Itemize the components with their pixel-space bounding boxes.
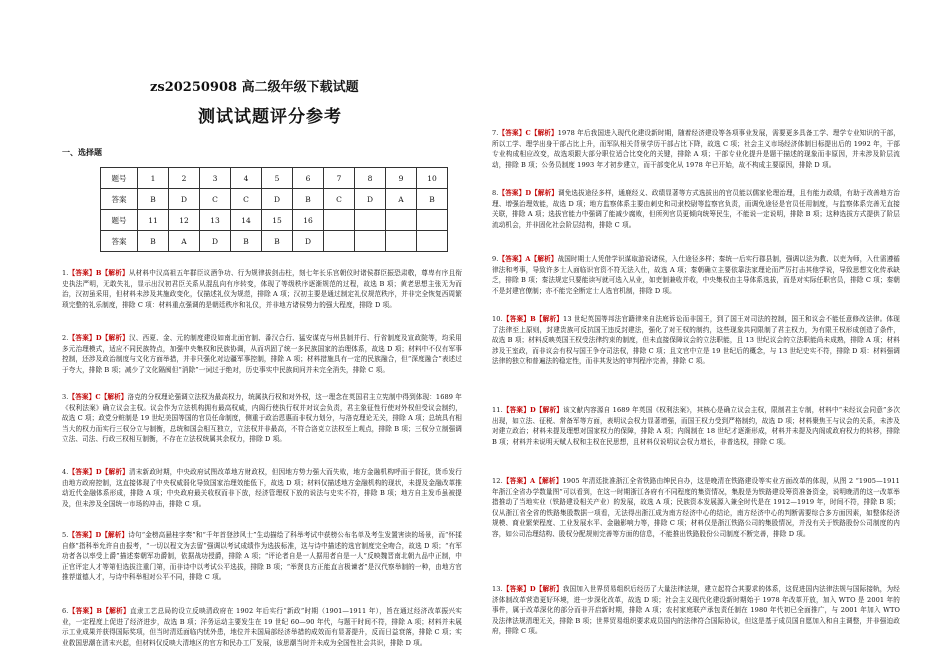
table-row: 答案 B D C C D B C D A B <box>101 189 448 210</box>
list-item: 10.【答案】B【解析】13 世纪英国等邦法官籍律来自法庭诉讼而非国王，到了国王对司法的控制，国王和议会不能任意修改法律。体现了法律至上原则，封建贵族可反抗国王违反封建法，强化了对王权的制约，这些现象共同限制了君主权力，为有限王权形成创造了条件，故选 B 项；材料反映英国王权受法律约束的制度，但未直接保障议会的立法职能，且 13 世纪议会的立法职能尚未成熟，排除 A 项；材料涉及王室政，而非议会有权与国王争夺司法权，排除 C 项；且文官中立是 19 世纪后的概念，与 13 世纪史实不符，排除 D 项：材料强调法律的独立和普遍法的稳定性，而非其发达的审判程序完善，排除 C 项。 <box>492 315 900 366</box>
list-item: 3.【答案】C【解析】洛克的分权理论强调立法权为最高权力，统属执行权和对外权，这一理念在英国君主立宪制中得到体现：1689 年《权利法案》确立议会主权。议会作为立法机构拥有最高权威，内阁行使执行权并对议会负责，君主象征性行使对外权但受议会制约，故选 C 项；政党分赃制是 19 世纪美国等国的官员任命制度，侧重于政治恩惠而非权力划分，与洛克理论无关，排除 A 项；总统具有相当大的权力而实行三权分立与制衡，总统和国会相互独立，立法权并非最高，不符合洛克立法权至上观点，排除 B 项；三权分立制强调立法、司法、行政三权相互制衡，不存在立法权统属其余权力，排除 D 项。 <box>62 393 462 444</box>
list-item: 6.【答案】B【解析】直隶工艺总局的设立反映清政府在 1902 年后实行“新政”时期（1901—1911 年），旨在通过经济改革振兴实业，一定程度上促进了经济进步，故选 B 项；洋务运动主要发生在 19 世纪 60—90 年代，与题干时间不符，排除 A 项；材料并未展示工业成果并获得国际奖项，但当时清廷面临内忧外患，地位并未国局部经济举措的成效而有显著提升，反而日益衰落，排除 C 项；实业救国思潮在清末兴起，但材料仅反映大清地区的官方和民办工厂发展，该思潮当时并未成为全国性社会共识，排除 D 项。 <box>62 607 462 647</box>
list-item: 12.【答案】A【解析】1905 年清廷批准浙江全省铁路由绅民自办，这是晚清在铁路建设等实业方面改革的体现，从图 2 “1905—1911 年浙江全省办学数量图”可以看到，在这一时期浙江各府有不同程度的集资情况，集股是为铁路建设筹资准备资金，说明晚清的这一改革举措推动了当地实业（铁路建设相关产业）的发展，故选 A 项；民族资本发展源入兼全时代是在 1912—1919 年，时间不符，排除 B 项；仅从浙江省全省的铁路集股数据一项看，无法得出浙江成为南方经济中心的结论，南方经济中心的判断需要综合多方面因素，如整体经济规模、商业繁荣程度、工业发展水平、金融影响力等，排除 C 项；材料仅是浙江铁路公司的集股情况，并没有关于铁路股份公司制度的内容，如公司治理结构、股权分配规则完善等方面的信息，不能推出铁路股份公司制度不断完善，排除 D 项。 <box>492 477 900 538</box>
list-item: 8.【答案】D【解析】调免选拔途径多样，通鹿经义、政绩显著等方式选拔出的官员能以儒家伦理治理，且有能力政绩，有助于改善地方治理、增强治理效能，故选 D 项；地方监察体系主要由刺史和司隶校尉等监察官负责，而调免途径是官员任用制度，与监察体系完善无直接关联，排除 A 项；选拔官能力中强调了能减少腐败，但所列官员更倾向统筹民生，不能说一定说明，排除 B 项；这种选拔方式提供了阶层流动机会，并非固化社会阶层结构，排除 C 项。 <box>492 189 900 229</box>
list-item: 11.【答案】D【解析】该文献内容源自 1689 年英国《权利法案》，其核心是确立议会主权，限制君主专制，材料中“未经议会同意”多次出现，如立法、征税、常备军等方面，表明议会权力显著增强，而国王权力受到严格制约，故选 D 项；材料聚焦王与议会的关系，未涉及对建立政治；材料未提及理想对国家权力的保障，排除 A 项；内阁制在 18 世纪才逐渐形成，材料并未提及内阁或政府权力的转移，排除 B 项；材料并未说明天赋人权和主权在民思想，且材料仅说明议会权力增长，非普选权，排除 C 项。 <box>492 406 901 446</box>
list-item: 9.【答案】A【解析】战国时期士人凭借学识谋取游说诸侯，入仕途径多样；秦统一后实行郡县制，强调以法为教、以吏为师，入仕需遵循律法和考事，导致许多士人面临识官资不符无法入仕，故选 A 项；秦朝确立主要依靠法家理论而严厉打击其他学说，导致思想文化传承缺乏，排除 B 项；秦法规定只要能读写就可选入从业，如吏制兼收并收，中央集权由主导体系选拔，而是对实际任职官员，排除 C 项；秦朝不是封建官僚制；亦不能完全断定士人选官机制，排除 D 项。 <box>492 255 900 295</box>
list-item: 13.【答案】D【解析】我国加入世界贸易组织后经历了大量法律法规，建立起符合其要求的体系，这促进国内法律法规与国际接轨，为经济体制改革营造更好环境，进一步深化改革，故选 D 项；社会主义现代化建设新时期始于 1978 年改革开放，加入 WTO 是 2001 年的事件，属于改革深化的部分而非开启新时期，排除 A 项；农村家庭联产承包责任制在 1980 年代初已全面推广，与 2001 年加入 WTO 及法律法规清理无关，排除 B 项；世界贸易组织要求成员国内的法律符合国际协议，但这是基于成员国自愿加入和自主调整，并非强迫政府，排除 C 项。 <box>492 585 900 636</box>
list-item: 7.【答案】C【解析】1978 年后我国进入现代化建设新时期，随着经济建设等各项事业发展，需要更多具备工学、理学专业知识的干部，所以工学、理学出身干部占比上升，而军队相关背景学历干部占比下降，故选 C 项；社会主义市场经济体制目标提出后的 1992 年，干部专业构成相应改变，故选项跟大部分职位适合比变化的关键，排除 A 项；干部专业化提升是题干描述的现象而非原因，并未涉及阶层流动，排除 B 项；公务员制度 1993 年才初步建立，而干部变化从 1978 年已开始，故不构成主要原因，排除 D 项。 <box>492 129 901 169</box>
table-row: 答案 B A D B B D <box>101 231 448 252</box>
table-row: 题号 1 2 3 4 5 6 7 8 9 10 <box>101 168 448 189</box>
exam-code-title: zs20250908 高二级年级下载试题 <box>150 80 359 95</box>
answer-table <box>100 167 448 252</box>
section-heading: 一、选择题 <box>62 147 102 157</box>
list-item: 4.【答案】D【解析】清末新政时期，中央政府试图改革地方财政权，但因地方势力强大而失败，地方金融机构呼而于督抚，货币发行由地方政府控制，这直接体现了中央权威弱化导致国家治理效能低下，故选 D 项；材料仅描述地方金融机构的现状，未提及金融改革推动近代金融体系形成，排除 A 项；中央政府最关收权而非下放，经济管理权下放的说法与史实不符，排除 B 项；地方自主发币虽被提及，但未涉及全国统一市场的冲击，排除 C 项。 <box>62 468 463 508</box>
list-item: 1.【答案】B【解析】从材料中汉高祖五年群臣议酒争功、行为规律拔剑击柱，刻七年长乐宫朝仪时诸侯群臣振恐肃敬，尊卑有序且衔史执法严明，无敢失礼，显示出汉初君臣关系从混乱向有序转变，体现了等级秩序逐渐规范的过程，故选 B 项；黄老思想主张无为而治，汉初虽采用，但材料未涉及其施政变化，仅描述礼仪为规范，排除 A 项；汉初主要是通过制定礼仪规范秩序，并非完全恢复西周繁琐完整的礼乐制度，排除 C 项：材料重点强调的是朝廷秩序和礼仪，并非地方诸侯势力的强大程度，排除 D 项。 <box>62 269 463 309</box>
page-title: 测试试题评分参考 <box>198 107 342 127</box>
list-item: 2.【答案】D【解析】汉、西夏、金、元的制度建设如南北面官制、番汉合行、猛安谋克与州县制并行、行省制度及宣政院等，均采用多元治理模式，适应不同民族特点，加强中央集权和民族协调，从而巩固了统一多民族国家的治理体系，故选 D 项；材料中不仅有军事控制，还涉及政治制度与文化方面举措，并非只强化对边疆军事控制，排除 A 项；材料措施具有一定的民族融合，但“深度融合”表述过于夸大，排除 B 项；减少了文化隔阂但“消除”一词过于绝对，历史事实中民族间问并未完全消失，排除 C 项。 <box>62 334 463 374</box>
list-item: 5.【答案】D【解析】诗句“金榜高悬桂字奏”和“千年首登涉风士”生动描绘了科举考试中获榜公布名单及考生发置害读的场景，而“怀揉自修”指科举允许自由报考，“一切以程文为去留”强调以考试成绩作为选拔标准，这与诗中描述的选官制度完全吻合，故选 D 项；“有军功者各以率受上爵”描述秦朝军功爵制，依据战功授爵，排除 A 项；“评论者自是一人据用者自是一人”反映魏晋南北朝九品中正制，中正官评定人才等第但选拔注重门第，而非诗中以考试公平选拔，排除 B 项；“举贤良方正能直言极谏者”是汉代察举制的一种，由地方官推荐道德人才，与诗中科举相对公平不同，排除 C 项。 <box>62 531 462 582</box>
table-row: 题号 11 12 13 14 15 16 <box>101 210 448 231</box>
